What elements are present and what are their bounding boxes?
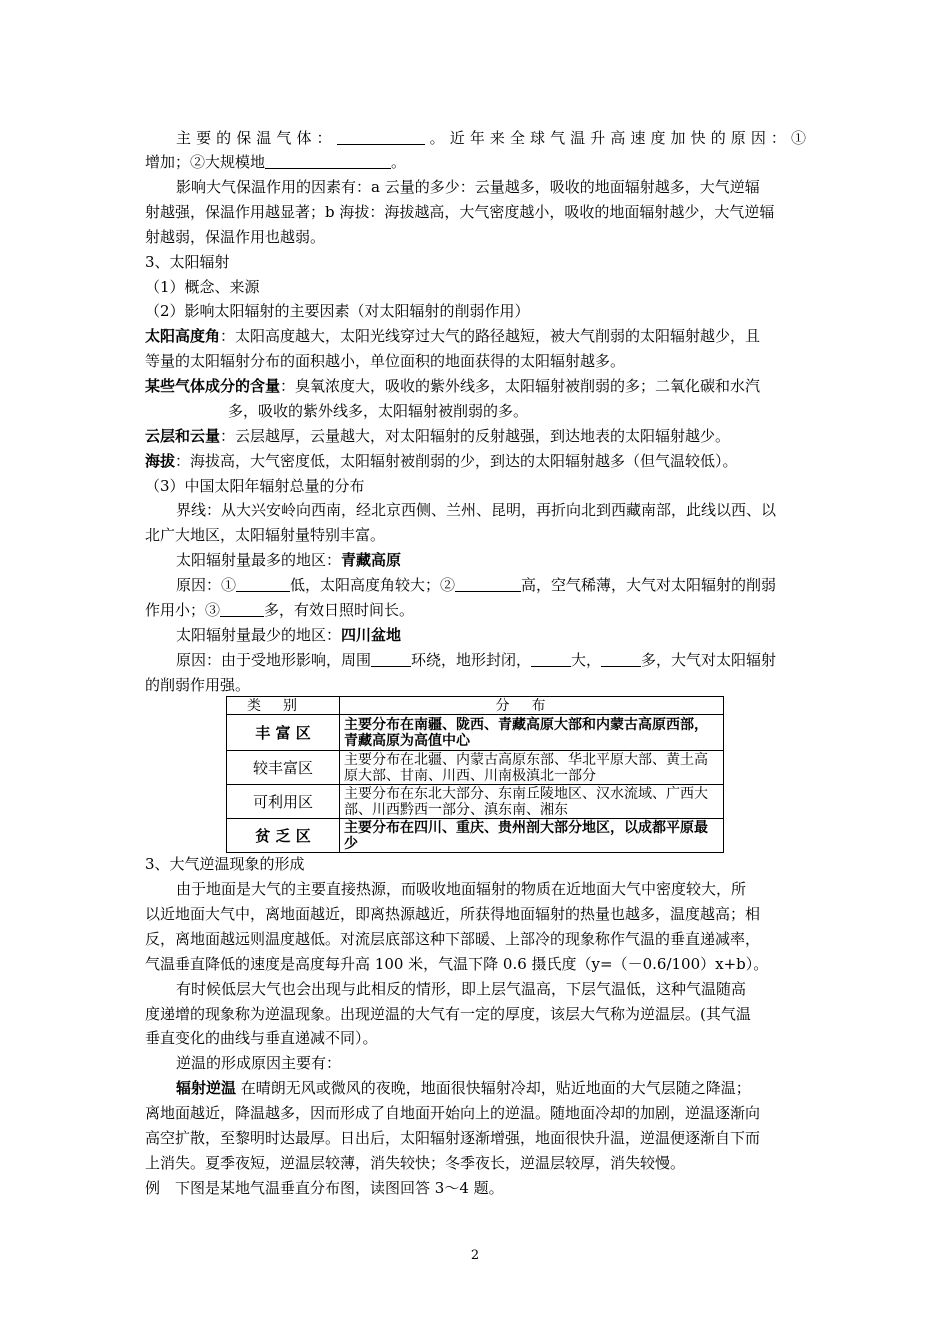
table-cell-category: 较丰富区 (227, 751, 340, 785)
fill-blank (531, 650, 571, 667)
term: 海拔 (145, 452, 176, 470)
paragraph-line: 度递增的现象称为逆温现象。出现逆温的大气有一定的厚度，该层大气称为逆温层。(其气温 (145, 1005, 751, 1023)
term: 云层和云量 (145, 427, 221, 445)
header-distribution: 分布 (340, 697, 724, 715)
paragraph-line: 太阳辐射量最少的地区：四川盆地 (176, 626, 402, 644)
table-cell-description: 主要分布在四川、重庆、贵州剖大部分地区，以成都平原最少 (340, 819, 724, 853)
table-cell-description: 主要分布在南疆、陇西、青藏高原大部和内蒙古高原西部，青藏高原为高值中心 (340, 715, 724, 751)
header-category: 类别 (227, 697, 340, 715)
fill-blank (455, 575, 521, 592)
paragraph-line: 太阳辐射量最多的地区：青藏高原 (176, 551, 402, 569)
paragraph-line: 反，离地面越远则温度越低。对流层底部这种下部暖、上部冷的现象称作气温的垂直递减率， (145, 930, 761, 948)
subsection-heading: （3）中国太阳年辐射总量的分布 (145, 477, 365, 495)
table-cell-category: 丰 富 区 (227, 715, 340, 751)
fill-blank (265, 152, 391, 169)
paragraph-line: 多，吸收的紫外线多，太阳辐射被削弱的多。 (228, 402, 529, 420)
paragraph-line: 界线：从大兴安岭向西南，经北京西侧、兰州、昆明，再折向北到西藏南部，此线以西、以 (176, 501, 777, 519)
subsection-heading: （1）概念、来源 (145, 278, 260, 296)
paragraph-line: 辐射逆温 在晴朗无风或微风的夜晚，地面很快辐射冷却，贴近地面的大气层随之降温； (176, 1079, 751, 1097)
paragraph-line: 上消失。夏季夜短，逆温层较薄，消失较快；冬季夜长，逆温层较厚，消失较慢。 (145, 1154, 686, 1172)
paragraph-line: 主要的保温气体： 。近年来全球气温升高速度加快的原因：① (176, 129, 806, 147)
example-line: 例 下图是某地气温垂直分布图，读图回答 3～4 题。 (145, 1179, 504, 1197)
paragraph-line: 原因：由于受地形影响，周围 环绕，地形封闭， 大， 多，大气对太阳辐射 (176, 651, 777, 669)
section-heading: 3、太阳辐射 (145, 253, 230, 271)
paragraph-line: 增加；②大规模地 。 (145, 153, 407, 171)
paragraph-line: 影响大气保温作用的因素有：a 云量的多少：云量越多，吸收的地面辐射越多，大气逆辐 (176, 178, 760, 196)
subsection-heading: （2）影响太阳辐射的主要因素（对太阳辐射的削弱作用） (145, 302, 530, 320)
paragraph-line: 作用小；③ 多，有效日照时间长。 (145, 601, 415, 619)
page-number: 2 (470, 1248, 480, 1263)
radiation-distribution-table (226, 696, 724, 853)
paragraph-line: 高空扩散，至黎明时达最厚。日出后，太阳辐射逐渐增强，地面很快升温，逆温便逐渐自下而 (145, 1129, 761, 1147)
fill-blank (337, 128, 425, 145)
paragraph-line: 垂直变化的曲线与垂直递减不同）。 (145, 1029, 378, 1047)
paragraph-line: 射越弱，保温作用也越弱。 (145, 228, 326, 246)
term: 辐射逆温 (176, 1079, 237, 1097)
table-row (227, 751, 724, 785)
answer-highlight: 青藏高原 (341, 551, 402, 569)
paragraph-line: 某些气体成分的含量：臭氧浓度大，吸收的紫外线多，太阳辐射被削弱的多；二氧化碳和水汽 (145, 377, 761, 395)
paragraph-line: 的削弱作用强。 (145, 676, 251, 694)
paragraph-line: 以近地面大气中，离地面越近，即离热源越近，所获得地面辐射的热量也越多，温度越高；相 (145, 905, 761, 923)
fill-blank (371, 650, 411, 667)
paragraph-line: 由于地面是大气的主要直接热源，而吸收地面辐射的物质在近地面大气中密度较大，所 (176, 880, 747, 898)
paragraph-line: 云层和云量：云层越厚，云量越大，对太阳辐射的反射越强，到达地表的太阳辐射越少。 (145, 427, 731, 445)
paragraph-line: 北广大地区，太阳辐射量特别丰富。 (145, 526, 386, 544)
answer-highlight: 四川盆地 (341, 626, 402, 644)
table-cell-description: 主要分布在北疆、内蒙古高原东部、华北平原大部、黄土高原大部、甘南、川西、川南极滇北一部分 (340, 751, 724, 785)
paragraph-line: 海拔：海拔高，大气密度低，太阳辐射被削弱的少，到达的太阳辐射越多（但气温较低）。 (145, 452, 738, 470)
table-row (227, 715, 724, 751)
paragraph-line: 气温垂直降低的速度是高度每升高 100 米，气温下降 0.6 摄氏度（y=（－0.6/100）x+b）。 (145, 955, 769, 973)
paragraph-line: 等量的太阳辐射分布的面积越小，单位面积的地面获得的太阳辐射越多。 (145, 352, 626, 370)
paragraph-line: 原因：① 低，太阳高度角较大；② 高，空气稀薄，大气对太阳辐射的削弱 (176, 576, 777, 594)
fill-blank (601, 650, 641, 667)
paragraph-line: 太阳高度角：太阳高度越大，太阳光线穿过大气的路径越短，被大气削弱的太阳辐射越少，且 (145, 327, 761, 345)
table-cell-category: 贫 乏 区 (227, 819, 340, 853)
fill-blank (220, 600, 264, 617)
section-heading: 3、大气逆温现象的形成 (145, 855, 305, 873)
paragraph-line: 有时候低层大气也会出现与此相反的情形，即上层气温高，下层气温低，这种气温随高 (176, 980, 747, 998)
paragraph-line: 射越强，保温作用越显著；b 海拔：海拔越高，大气密度越小，吸收的地面辐射越少，大气逆辐 (145, 203, 775, 221)
fill-blank (236, 575, 290, 592)
term: 太阳高度角 (145, 327, 221, 345)
table-row (227, 785, 724, 819)
paragraph-line: 离地面越近，降温越多，因而形成了自地面开始向上的逆温。随地面冷却的加剧，逆温逐渐向 (145, 1104, 761, 1122)
table-cell-category: 可利用区 (227, 785, 340, 819)
paragraph-line: 逆温的形成原因主要有： (176, 1054, 342, 1072)
term: 某些气体成分的含量 (145, 377, 281, 395)
table-header-row (227, 697, 724, 715)
table-row (227, 819, 724, 853)
table-cell-description: 主要分布在东北大部分、东南丘陵地区、汉水流域、广西大部、川西黔西一部分、滇东南、湘东 (340, 785, 724, 819)
